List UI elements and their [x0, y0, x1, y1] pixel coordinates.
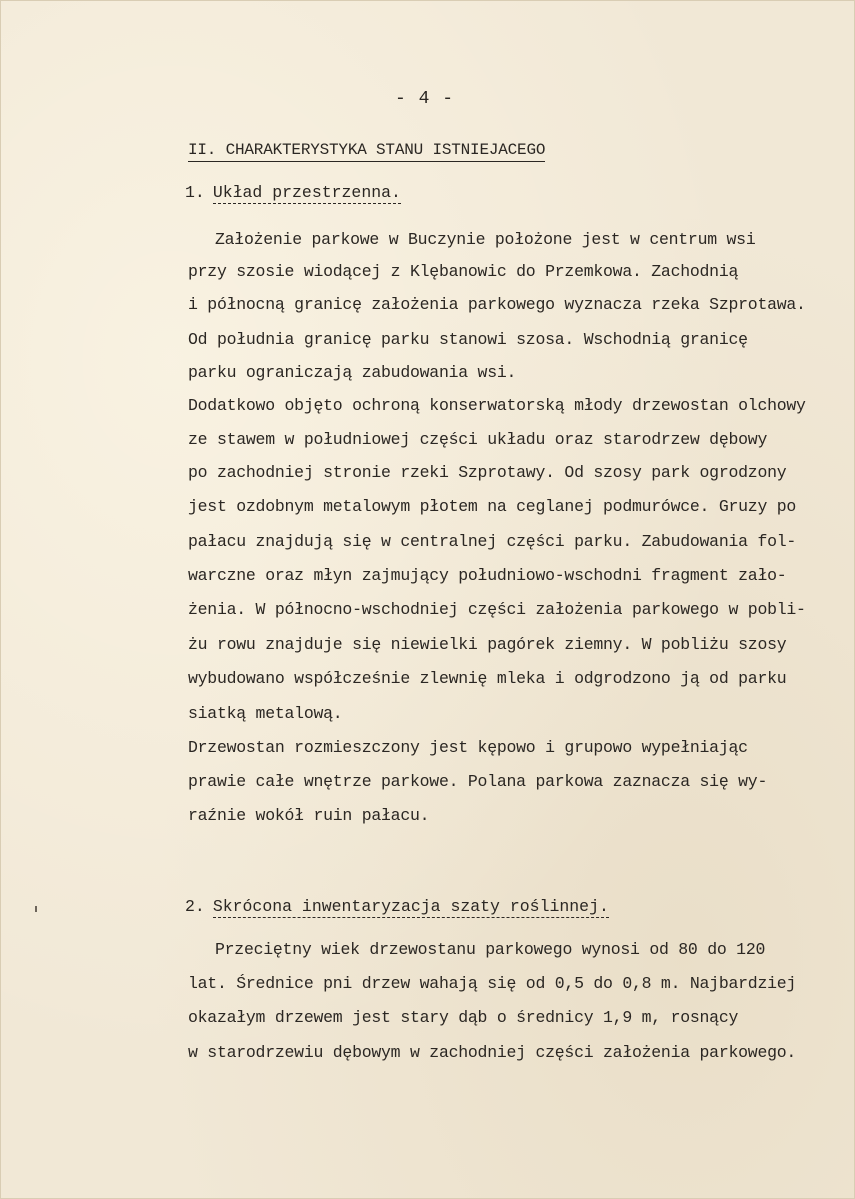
- section-2-heading: [185, 897, 609, 916]
- section-2-number: 2.: [185, 897, 205, 916]
- text-line: pałacu znajdują się w centralnej części parku. Zabudowania fol-: [188, 532, 797, 551]
- text-line: warczne oraz młyn zajmujący południowo-wschodni fragment zało-: [188, 566, 787, 585]
- section-1-heading: [185, 183, 401, 202]
- text-line: Założenie parkowe w Buczynie położone jest w centrum wsi: [215, 230, 756, 249]
- text-line: żenia. W północno-wschodniej części założenia parkowego w pobli-: [188, 600, 806, 619]
- punch-hole-mark: [35, 906, 37, 912]
- text-line: Dodatkowo objęto ochroną konserwatorską młody drzewostan olchowy: [188, 396, 806, 415]
- text-line: Przeciętny wiek drzewostanu parkowego wynosi od 80 do 120: [215, 940, 766, 959]
- text-line: w starodrzewiu dębowym w zachodniej części założenia parkowego.: [188, 1043, 797, 1062]
- text-line: siatką metalową.: [188, 704, 343, 723]
- text-line: parku ograniczają zabudowania wsi.: [188, 363, 517, 382]
- text-line: lat. Średnice pni drzew wahają się od 0,5 do 0,8 m. Najbardziej: [188, 974, 797, 993]
- text-line: ze stawem w południowej części układu oraz starodrzew dębowy: [188, 430, 768, 449]
- section-1-title: Układ przestrzenna.: [212, 183, 401, 202]
- page-number: - 4 -: [395, 89, 455, 109]
- text-line: prawie całe wnętrze parkowe. Polana parkowa zaznacza się wy-: [188, 772, 768, 791]
- text-line: przy szosie wiodącej z Klębanowic do Przemkowa. Zachodnią: [188, 262, 739, 281]
- text-line: Od południa granicę parku stanowi szosa. Wschodnią granicę: [188, 330, 748, 349]
- chapter-title: II. CHARAKTERYSTYKA STANU ISTNIEJACEGO: [188, 141, 545, 162]
- text-line: i północną granicę założenia parkowego wyznacza rzeka Szprotawa.: [188, 295, 806, 314]
- text-line: Drzewostan rozmieszczony jest kępowo i grupowo wypełniając: [188, 738, 748, 757]
- text-line: wybudowano współcześnie zlewnię mleka i odgrodzono ją od parku: [188, 669, 787, 688]
- section-2-title: Skrócona inwentaryzacja szaty roślinnej.: [212, 897, 609, 916]
- text-line: okazałym drzewem jest stary dąb o średnicy 1,9 m, rosnący: [188, 1008, 739, 1027]
- text-line: po zachodniej stronie rzeki Szprotawy. Od szosy park ogrodzony: [188, 463, 787, 482]
- text-line: żu rowu znajduje się niewielki pagórek ziemny. W pobliżu szosy: [188, 635, 787, 654]
- text-line: raźnie wokół ruin pałacu.: [188, 806, 430, 825]
- text-line: jest ozdobnym metalowym płotem na ceglanej podmurówce. Gruzy po: [188, 497, 797, 516]
- section-1-number: 1.: [185, 183, 205, 202]
